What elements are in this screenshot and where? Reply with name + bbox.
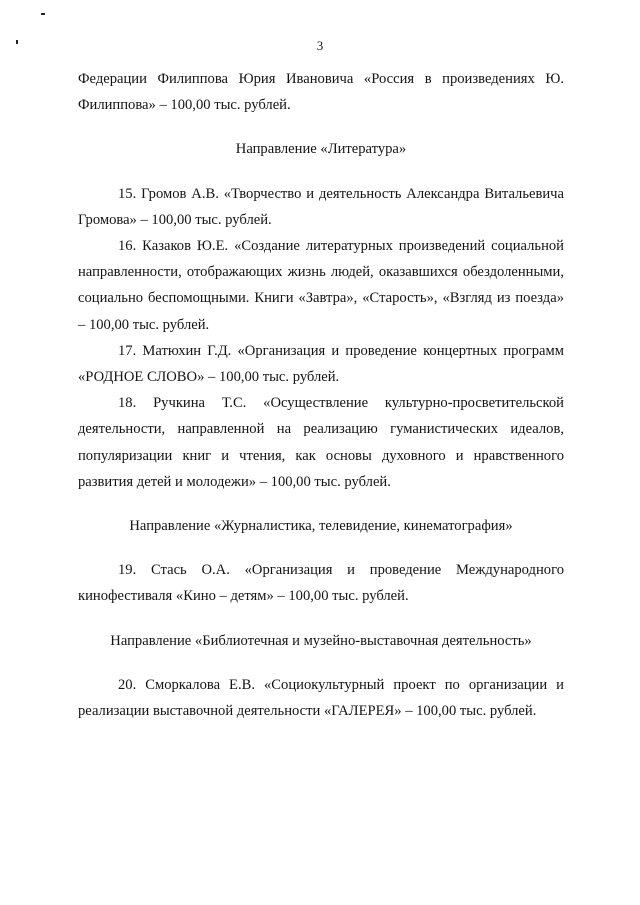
intro-paragraph: Федерации Филиппова Юрия Ивановича «Россия в произведениях Ю. Филиппова» – 100,00 тыс. рублей.	[78, 71, 564, 114]
list-item: 17. Матюхин Г.Д. «Организация и проведение концертных программ «РОДНОЕ СЛОВО» – 100,00 тыс. рублей.	[78, 342, 564, 386]
list-item: 16. Казаков Ю.Е. «Создание литературных произведений социальной направленности, отображающих жизнь людей, оказавшихся обездоленными, социально беспомощными. Книги «Завтра», «Старость», «Взгляд из поезда» – 100,00 тыс. рублей.	[78, 238, 564, 333]
section-heading: Направление «Библиотечная и музейно-выставочная деятельность»	[110, 632, 532, 649]
list-item: 18. Ручкина Т.С. «Осуществление культурно-просветительской деятельности, направленной на реализацию гуманистических идеалов, популяризации книг и чтения, как основы духовного и нравственного развития детей и молодежи» – 100,00 тыс. рублей.	[78, 395, 564, 490]
document-body	[78, 66, 564, 724]
scan-speck	[41, 13, 45, 15]
section-heading: Направление «Литература»	[235, 141, 407, 158]
page-number: 3	[316, 38, 324, 53]
section-heading: Направление «Журналистика, телевидение, кинематография»	[129, 518, 513, 535]
list-item: 20. Сморкалова Е.В. «Социокультурный проект по организации и реализации выставочной деятельности «ГАЛЕРЕЯ» – 100,00 тыс. рублей.	[78, 676, 564, 720]
list-item: 15. Громов А.В. «Творчество и деятельность Александра Витальевича Громова» – 100,00 тыс. рублей.	[78, 185, 564, 228]
section-literature	[78, 136, 564, 495]
list-item: 19. Стась О.А. «Организация и проведение Международного кинофестиваля «Кино – детям» – 100,00 тыс. рублей.	[78, 562, 564, 605]
section-journalism	[78, 513, 564, 610]
section-library	[78, 628, 564, 725]
